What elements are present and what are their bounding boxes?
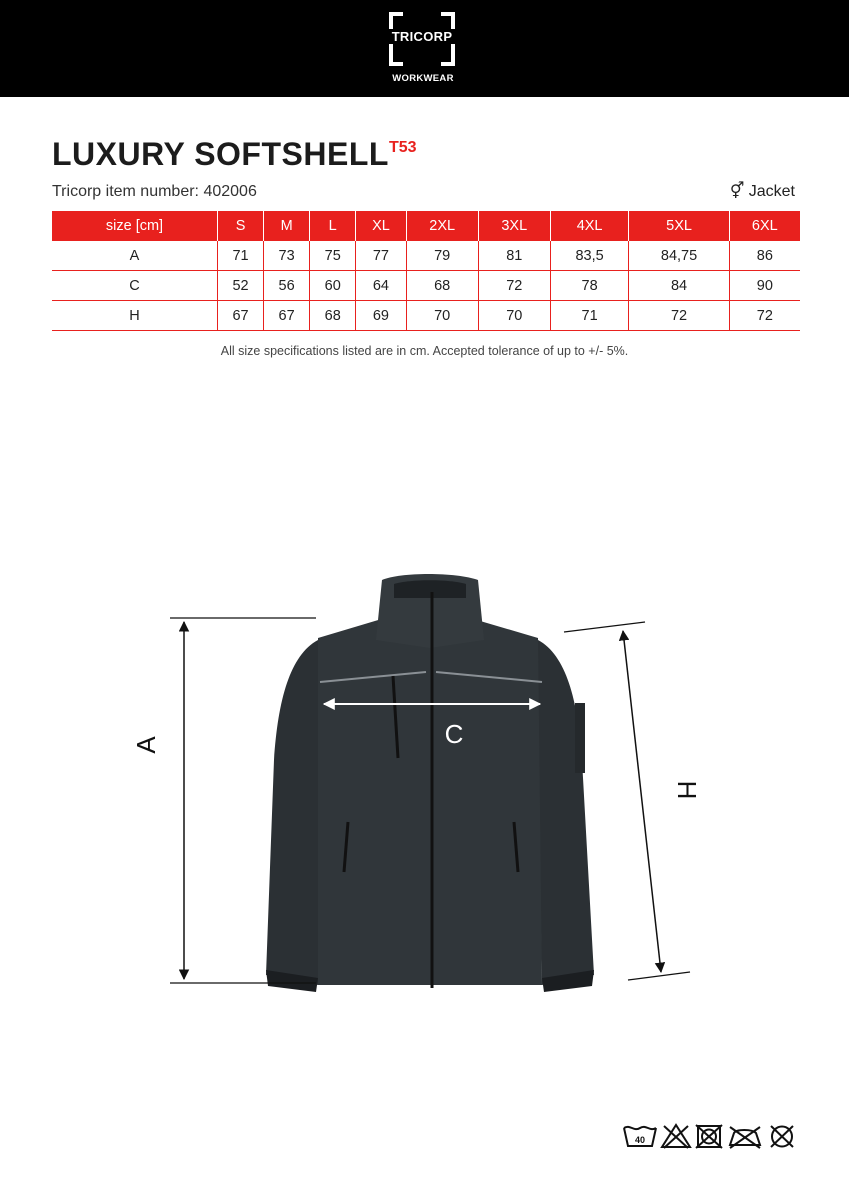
table-cell: 70 bbox=[478, 301, 550, 331]
table-row bbox=[52, 301, 800, 331]
table-cell: 83,5 bbox=[550, 241, 629, 271]
table-cell: 52 bbox=[218, 271, 264, 301]
a-label: A bbox=[131, 736, 161, 754]
table-cell: 78 bbox=[550, 271, 629, 301]
table-cell: H bbox=[52, 301, 218, 331]
c-label: C bbox=[444, 719, 464, 749]
size-table-header-row bbox=[52, 211, 800, 241]
item-number: Tricorp item number: 402006 bbox=[52, 183, 257, 200]
brand-logo bbox=[389, 12, 459, 87]
table-cell: 71 bbox=[218, 241, 264, 271]
header-bar bbox=[0, 0, 849, 97]
no-tumble-dry-icon bbox=[696, 1125, 722, 1148]
table-cell: 72 bbox=[478, 271, 550, 301]
table-cell: 69 bbox=[356, 301, 406, 331]
wash-40-icon bbox=[624, 1127, 656, 1146]
header-cell: size [cm] bbox=[52, 211, 218, 241]
header-cell: M bbox=[264, 211, 310, 241]
table-row bbox=[52, 271, 800, 301]
table-cell: 79 bbox=[406, 241, 478, 271]
brand-tagline: WORKWEAR bbox=[392, 73, 454, 84]
no-iron-icon bbox=[730, 1127, 760, 1148]
header-cell: S bbox=[218, 211, 264, 241]
table-cell: C bbox=[52, 271, 218, 301]
size-note: All size specifications listed are in cm. Accepted tolerance of up to +/- 5%. bbox=[220, 344, 629, 358]
gender-icon: ⚥ bbox=[729, 183, 745, 200]
table-cell: 84 bbox=[629, 271, 729, 301]
table-cell: 72 bbox=[629, 301, 729, 331]
measurement-diagram bbox=[0, 540, 849, 1010]
table-row bbox=[52, 241, 800, 271]
table-cell: 56 bbox=[264, 271, 310, 301]
header-cell: XL bbox=[356, 211, 406, 241]
product-title: LUXURY SOFTSHELL bbox=[52, 136, 389, 172]
table-cell: 84,75 bbox=[629, 241, 729, 271]
h-label: H bbox=[672, 780, 702, 800]
table-cell: 71 bbox=[550, 301, 629, 331]
brand-name: TRICORP bbox=[389, 29, 455, 44]
table-cell: 60 bbox=[310, 271, 356, 301]
header-cell: 4XL bbox=[550, 211, 629, 241]
header-cell: 3XL bbox=[478, 211, 550, 241]
table-cell: 68 bbox=[310, 301, 356, 331]
header-cell: L bbox=[310, 211, 356, 241]
product-code: T53 bbox=[389, 139, 417, 156]
table-cell: 73 bbox=[264, 241, 310, 271]
table-cell: 68 bbox=[406, 271, 478, 301]
care-symbols bbox=[622, 1122, 800, 1152]
header-cell: 6XL bbox=[729, 211, 800, 241]
table-cell: 64 bbox=[356, 271, 406, 301]
table-cell: 67 bbox=[264, 301, 310, 331]
table-cell: 75 bbox=[310, 241, 356, 271]
table-cell: A bbox=[52, 241, 218, 271]
table-cell: 70 bbox=[406, 301, 478, 331]
product-category bbox=[730, 181, 795, 201]
table-cell: 72 bbox=[729, 301, 800, 331]
table-cell: 86 bbox=[729, 241, 800, 271]
wash-temp: 40 bbox=[634, 1135, 646, 1145]
no-dry-clean-icon bbox=[771, 1126, 793, 1147]
jacket-illustration bbox=[266, 574, 594, 992]
table-cell: 67 bbox=[218, 301, 264, 331]
header-cell: 5XL bbox=[629, 211, 729, 241]
table-cell: 81 bbox=[478, 241, 550, 271]
size-table bbox=[52, 211, 800, 331]
category-label: Jacket bbox=[748, 183, 795, 200]
table-cell: 77 bbox=[356, 241, 406, 271]
no-bleach-icon bbox=[662, 1125, 690, 1148]
table-cell: 90 bbox=[729, 271, 800, 301]
header-cell: 2XL bbox=[406, 211, 478, 241]
